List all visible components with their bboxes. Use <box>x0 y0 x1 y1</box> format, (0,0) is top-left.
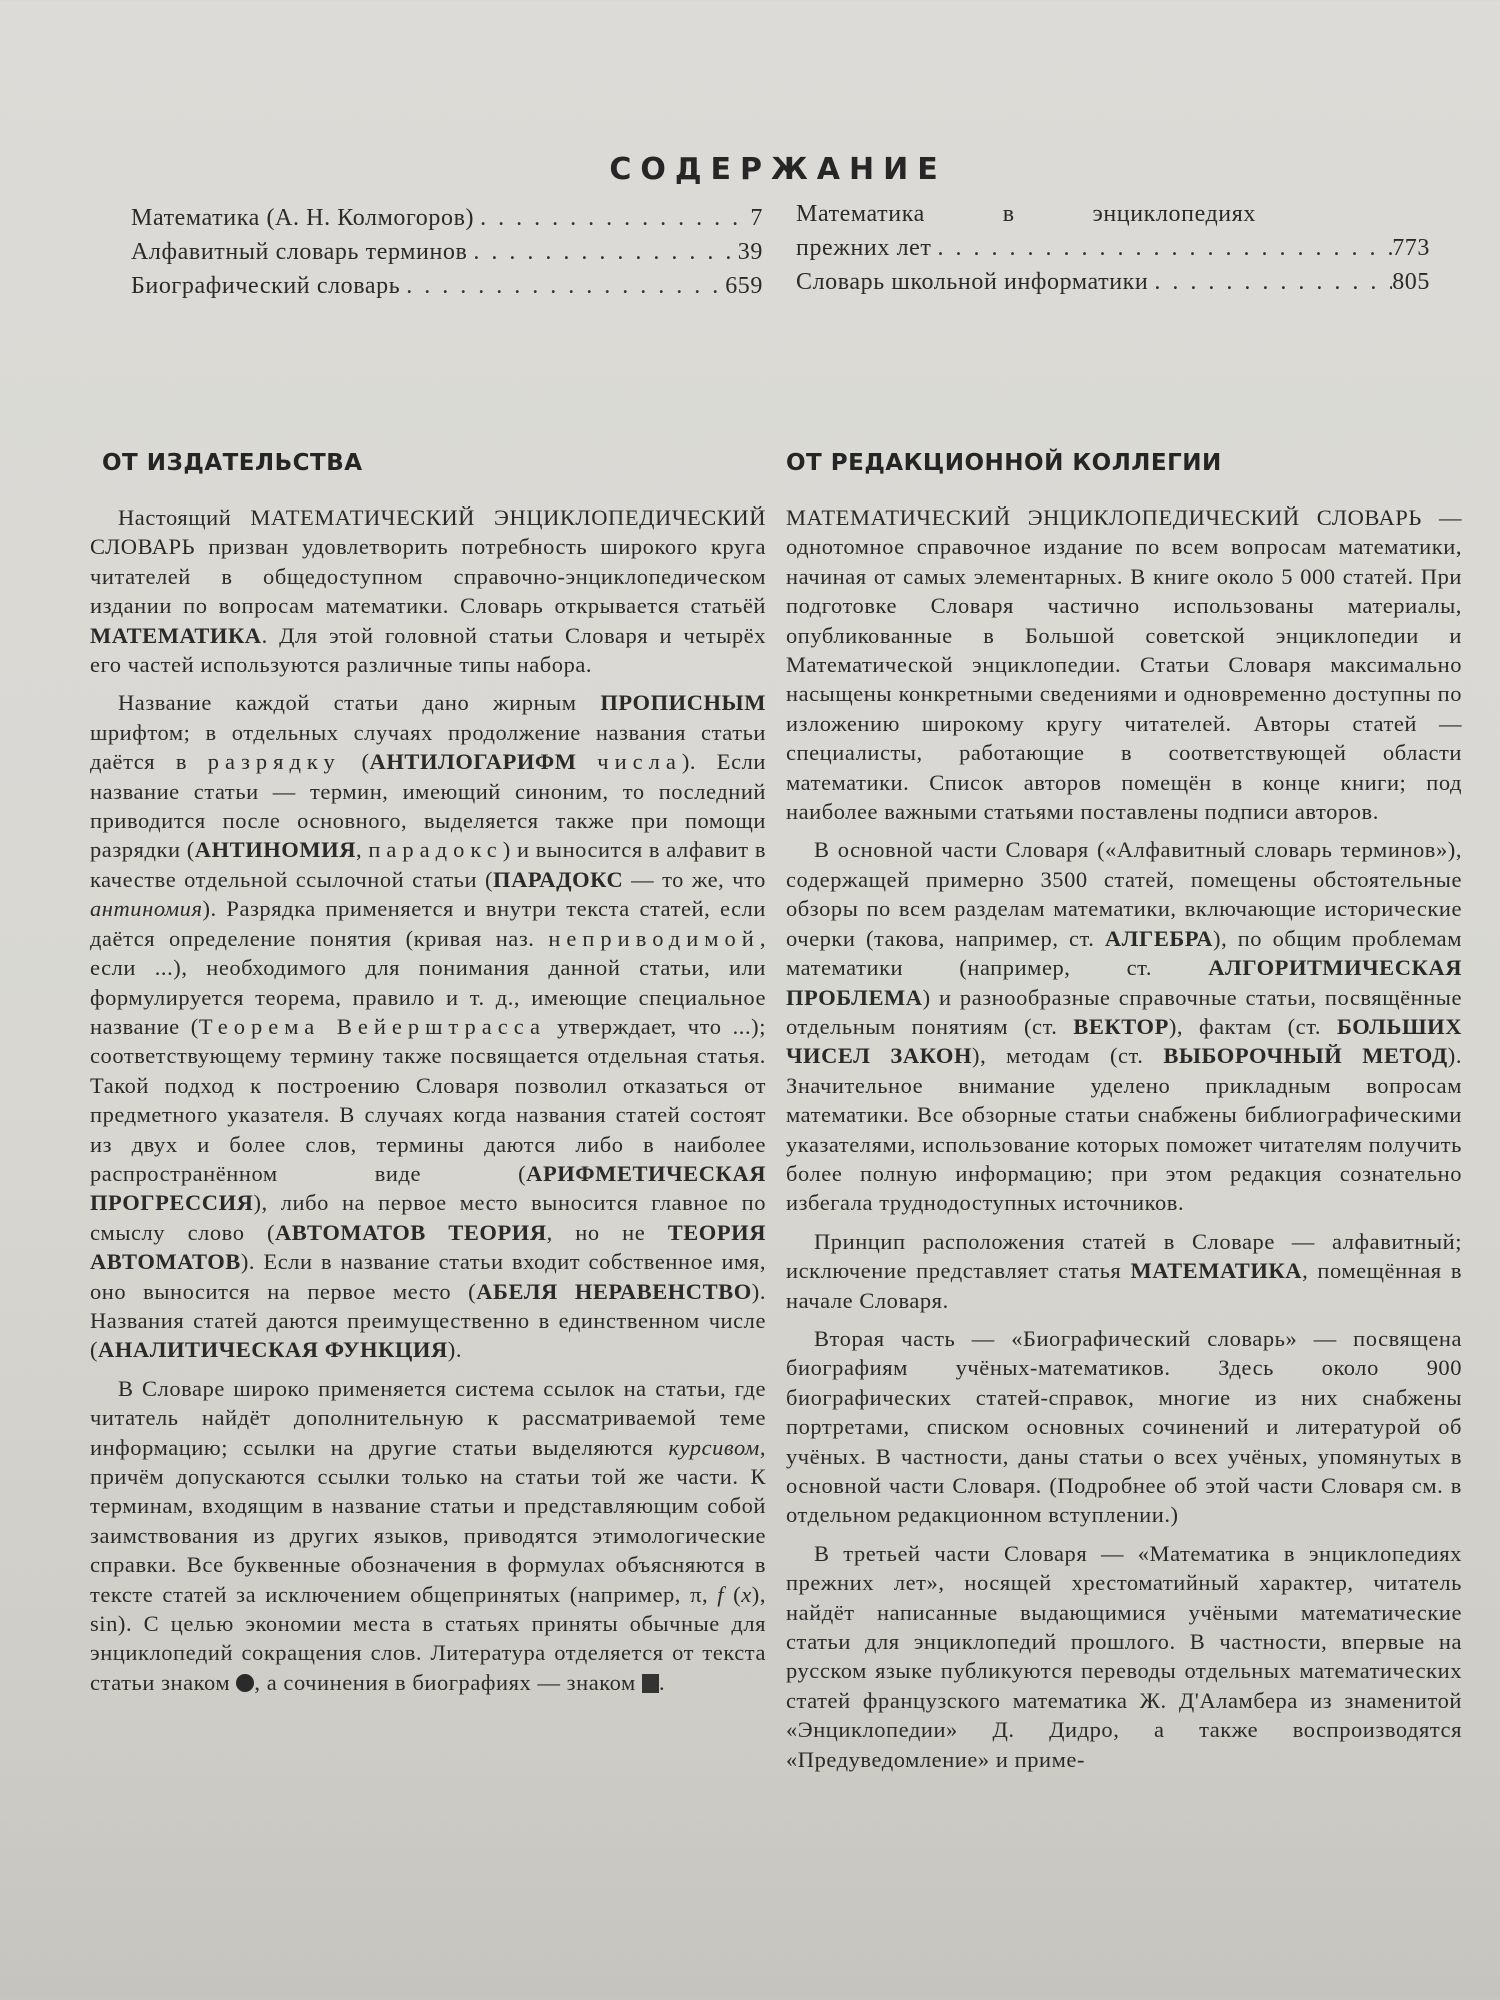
text-run: , если ...), необходимого для понимания данной статьи, или формулируется теорема, правило и т. д., имеющие специальное название ( <box>90 925 766 1039</box>
text-run: — то же, что <box>623 866 766 892</box>
text-run: ). Значительное внимание уделено прикладным вопросам математики. Все обзорные статьи снабжены библиографическими указателями, использование которых поможет читателям получить более полную информацию; при этом редакция сознательно избегала труднодоступных источников. <box>786 1043 1462 1216</box>
bold-term: ПРОПИСНЫМ <box>600 690 766 716</box>
text-run: ), фактам (ст. <box>1168 1013 1337 1039</box>
contents-left <box>131 205 763 307</box>
italic-term: курсивом <box>668 1434 760 1460</box>
toc-entry-page: 659 <box>725 273 763 299</box>
bold-term: ТЕОРИЯ АВТОМАТОВ <box>90 1219 766 1275</box>
text-run: ). Если в название статьи входит собственное имя, оно выносится на первое место ( <box>90 1249 766 1304</box>
toc-entry-label: Математика (А. Н. Колмогоров) <box>131 205 475 231</box>
paragraph <box>786 503 1462 826</box>
text-run: ), по общим проблемам математики (например, ст. <box>786 925 1462 981</box>
text-run <box>577 749 598 774</box>
italic-term: x <box>741 1581 752 1607</box>
literature-circle-icon <box>236 1674 254 1692</box>
bold-term: МАТЕМАТИКА <box>1130 1258 1303 1284</box>
publisher-heading: ОТ ИЗДАТЕЛЬСТВА <box>102 450 363 476</box>
text-run: ) и выносится в алфавит в качестве отдельной ссылочной статьи ( <box>90 837 766 892</box>
toc-entry-page: 773 <box>1392 235 1430 261</box>
paragraph <box>786 835 1462 1217</box>
toc-entry[interactable] <box>796 201 1430 235</box>
paragraph <box>786 1539 1462 1774</box>
text-run: шрифтом; в отдельных случаях продолжение названия статьи даётся в <box>90 719 766 775</box>
toc-entry-page: 7 <box>750 205 763 231</box>
toc-entry[interactable] <box>796 235 1430 269</box>
text-run: , <box>356 837 369 863</box>
text-run: Принцип расположения статей в Словаре — алфавитный; исключение представляет статья <box>786 1228 1462 1284</box>
paragraph <box>786 1324 1462 1530</box>
text-run: ), либо на первое место выносится главное по смыслу слово ( <box>90 1190 766 1245</box>
text-run: ). Названия статей даются преимущественно в единственном числе ( <box>90 1278 766 1363</box>
toc-entry-label: Алфавитный словарь терминов <box>131 239 468 265</box>
editorial-note-column <box>786 503 1462 1783</box>
editorial-heading: ОТ РЕДАКЦИОННОЙ КОЛЛЕГИИ <box>786 450 1222 476</box>
bold-term: АЛГЕБРА <box>1104 925 1214 951</box>
text-run: МАТЕМАТИЧЕСКИЙ ЭНЦИКЛОПЕДИЧЕСКИЙ СЛОВАРЬ — однотомное справочное издание по всем вопросам математики, начиная от самых элементарных. В книге около 5 000 статей. При подготовке Словаря частично использованы материалы, опубликованные в Большой советской энциклопедии и Математической энциклопедии. Статьи Словаря максимально насыщены конкретными сведениями и одновременно доступны по изложению широкому кругу читателей. Авторы статей — специалисты, работающие в соответствующей области математики. Список авторов помещён в конце книги; под наиболее важными статьями поставлены подписи авторов. <box>786 505 1462 825</box>
bold-term: АНТИНОМИЯ <box>194 837 356 863</box>
text-run: Название каждой статьи дано жирным <box>118 690 601 716</box>
contents-title: СОДЕРЖАНИЕ <box>609 152 947 187</box>
text-run: В Словаре широко применяется система ссылок на статьи, где читатель найдёт дополнительную к рассматриваемой теме информацию; ссылки на другие статьи выделяются <box>90 1375 766 1460</box>
toc-leader-dots <box>931 235 1392 262</box>
toc-entry-label: Биографический словарь <box>131 273 401 299</box>
text-run: ), sin). С целью экономии места в статьях приняты обычные для энциклопедий сокращения слов. Литература отделяется от текста статьи знаком <box>90 1581 766 1695</box>
text-run: В третьей части Словаря — «Математика в энциклопедиях прежних лет», носящей хрестоматийный характер, читатель найдёт написанные выдающимися учёными математические статьи для энциклопедий прошлого. В частности, впервые на русском языке публикуются переводы отдельных математических статей французского математика Ж. Д'Аламбера из знаменитой «Энциклопедии» Д. Дидро, а также воспроизводятся «Предуведомление» и приме- <box>786 1540 1462 1772</box>
text-run: ). <box>447 1337 462 1363</box>
bold-term: АВТОМАТОВ ТЕОРИЯ <box>275 1219 547 1245</box>
toc-entry-label: прежних лет <box>796 235 932 261</box>
toc-entry-label-part: энциклопедиях <box>1092 201 1256 227</box>
spaced-term: парадокс <box>368 837 503 863</box>
text-run: , но не <box>546 1219 668 1245</box>
text-run: утверждает, что ...); соответствующему термину также посвящается отдельная статья. Такой подход к построению Словаря позволил отказаться от предметного указателя. В случаях когда названия статей состоят из двух и более слов, термины даются либо в наиболее распространённом виде ( <box>90 1013 766 1186</box>
toc-entry[interactable] <box>131 205 763 239</box>
contents-right <box>796 201 1430 303</box>
text-run: ) и разнообразные справочные статьи, посвящённые отдельным понятиям (ст. <box>786 984 1462 1039</box>
paragraph <box>90 503 766 679</box>
paragraph <box>90 1374 766 1697</box>
text-run: . <box>658 1669 666 1695</box>
bold-term: АБЕЛЯ НЕРАВЕНСТВО <box>476 1278 752 1304</box>
bold-term: ВЕКТОР <box>1073 1013 1169 1039</box>
bold-term: АНАЛИТИЧЕСКАЯ ФУНКЦИЯ <box>98 1337 448 1363</box>
text-run: ( <box>724 1581 742 1607</box>
bold-term: МАТЕМАТИКА <box>90 622 262 648</box>
paragraph <box>90 688 766 1364</box>
italic-term: f <box>717 1581 725 1607</box>
bold-term: ПАРАДОКС <box>493 866 624 892</box>
spaced-term: числа <box>597 749 682 775</box>
bold-term: АРИФМЕТИЧЕСКАЯ ПРОГРЕССИЯ <box>90 1160 766 1216</box>
toc-entry-page: 805 <box>1392 269 1430 295</box>
toc-entry-label-part: в <box>1002 201 1015 227</box>
text-run: Настоящий МАТЕМАТИЧЕСКИЙ ЭНЦИКЛОПЕДИЧЕСКИЙ СЛОВАРЬ призван удовлетворить потребность широкого круга читателей в общедоступном справочно-энциклопедическом издании по вопросам математики. Словарь открывается статьёй <box>90 505 766 619</box>
toc-entry[interactable] <box>131 239 763 273</box>
toc-leader-dots <box>1148 269 1392 296</box>
toc-entry-label-part: Математика <box>796 201 925 227</box>
toc-entry-label <box>796 201 1256 228</box>
toc-leader-dots <box>400 273 725 300</box>
spaced-term: неприводимой <box>548 925 760 951</box>
publisher-note-column <box>90 503 766 1706</box>
text-run: ), методам (ст. <box>972 1043 1164 1069</box>
toc-leader-dots <box>474 205 750 232</box>
text-run: ). Разрядка применяется и внутри текста статей, если даётся определение понятия (кривая наз. <box>90 896 766 951</box>
toc-entry-page: 39 <box>737 239 763 265</box>
toc-leader-dots <box>467 239 737 266</box>
text-run: В основной части Словаря («Алфавитный словарь терминов»), содержащей примерно 3500 статей, помещены обстоятельные обзоры по всем разделам математики, включающие исторические очерки (такова, например, ст. <box>786 837 1462 951</box>
spaced-term: разрядку <box>207 749 341 775</box>
text-run: ( <box>340 749 370 775</box>
bold-term: ВЫБОРОЧНЫЙ МЕТОД <box>1163 1043 1448 1069</box>
toc-entry[interactable] <box>131 273 763 307</box>
text-run: , помещённая в начале Словаря. <box>786 1258 1462 1313</box>
italic-term: антиномия <box>90 896 203 922</box>
text-run: Вторая часть — «Биографический словарь» — посвящена биографиям учёных-математиков. Здесь около 900 биографических статей-справок, многие из них снабжены портретами, списком основных сочинений и литературой об учёных. В частности, даны статьи о всех учёных, упомянутых в основной части Словаря. (Подробнее об этой части Словаря см. в отдельном редакционном вступлении.) <box>786 1325 1462 1528</box>
spaced-term: Теорема Вейерштрасса <box>198 1013 546 1039</box>
text-run: , а сочинения в биографиях — знаком <box>254 1669 642 1695</box>
bold-term: АЛГОРИТМИЧЕСКАЯ ПРОБЛЕМА <box>786 955 1462 1010</box>
toc-entry-label: Словарь школьной информатики <box>796 269 1149 295</box>
bold-term: АНТИЛОГАРИФМ <box>369 749 577 775</box>
works-square-icon <box>642 1674 659 1693</box>
paragraph <box>786 1227 1462 1315</box>
bold-term: БОЛЬШИХ ЧИСЕЛ ЗАКОН <box>786 1013 1462 1069</box>
text-run: ). Если название статьи — термин, имеющий синоним, то последний приводится после основного, выделяется также при помощи разрядки ( <box>90 749 766 863</box>
text-run: . Для этой головной статьи Словаря и четырёх его частей используются различные типы набора. <box>90 622 766 678</box>
text-run: , причём допускаются ссылки только на статьи той же части. К терминам, входящим в название статьи и представляющим собой заимствования из других языков, приводятся этимологические справки. Все буквенные обозначения в формулах объясняются в тексте статей за исключением общепринятых (например, π, <box>90 1434 766 1607</box>
toc-entry[interactable] <box>796 269 1430 303</box>
